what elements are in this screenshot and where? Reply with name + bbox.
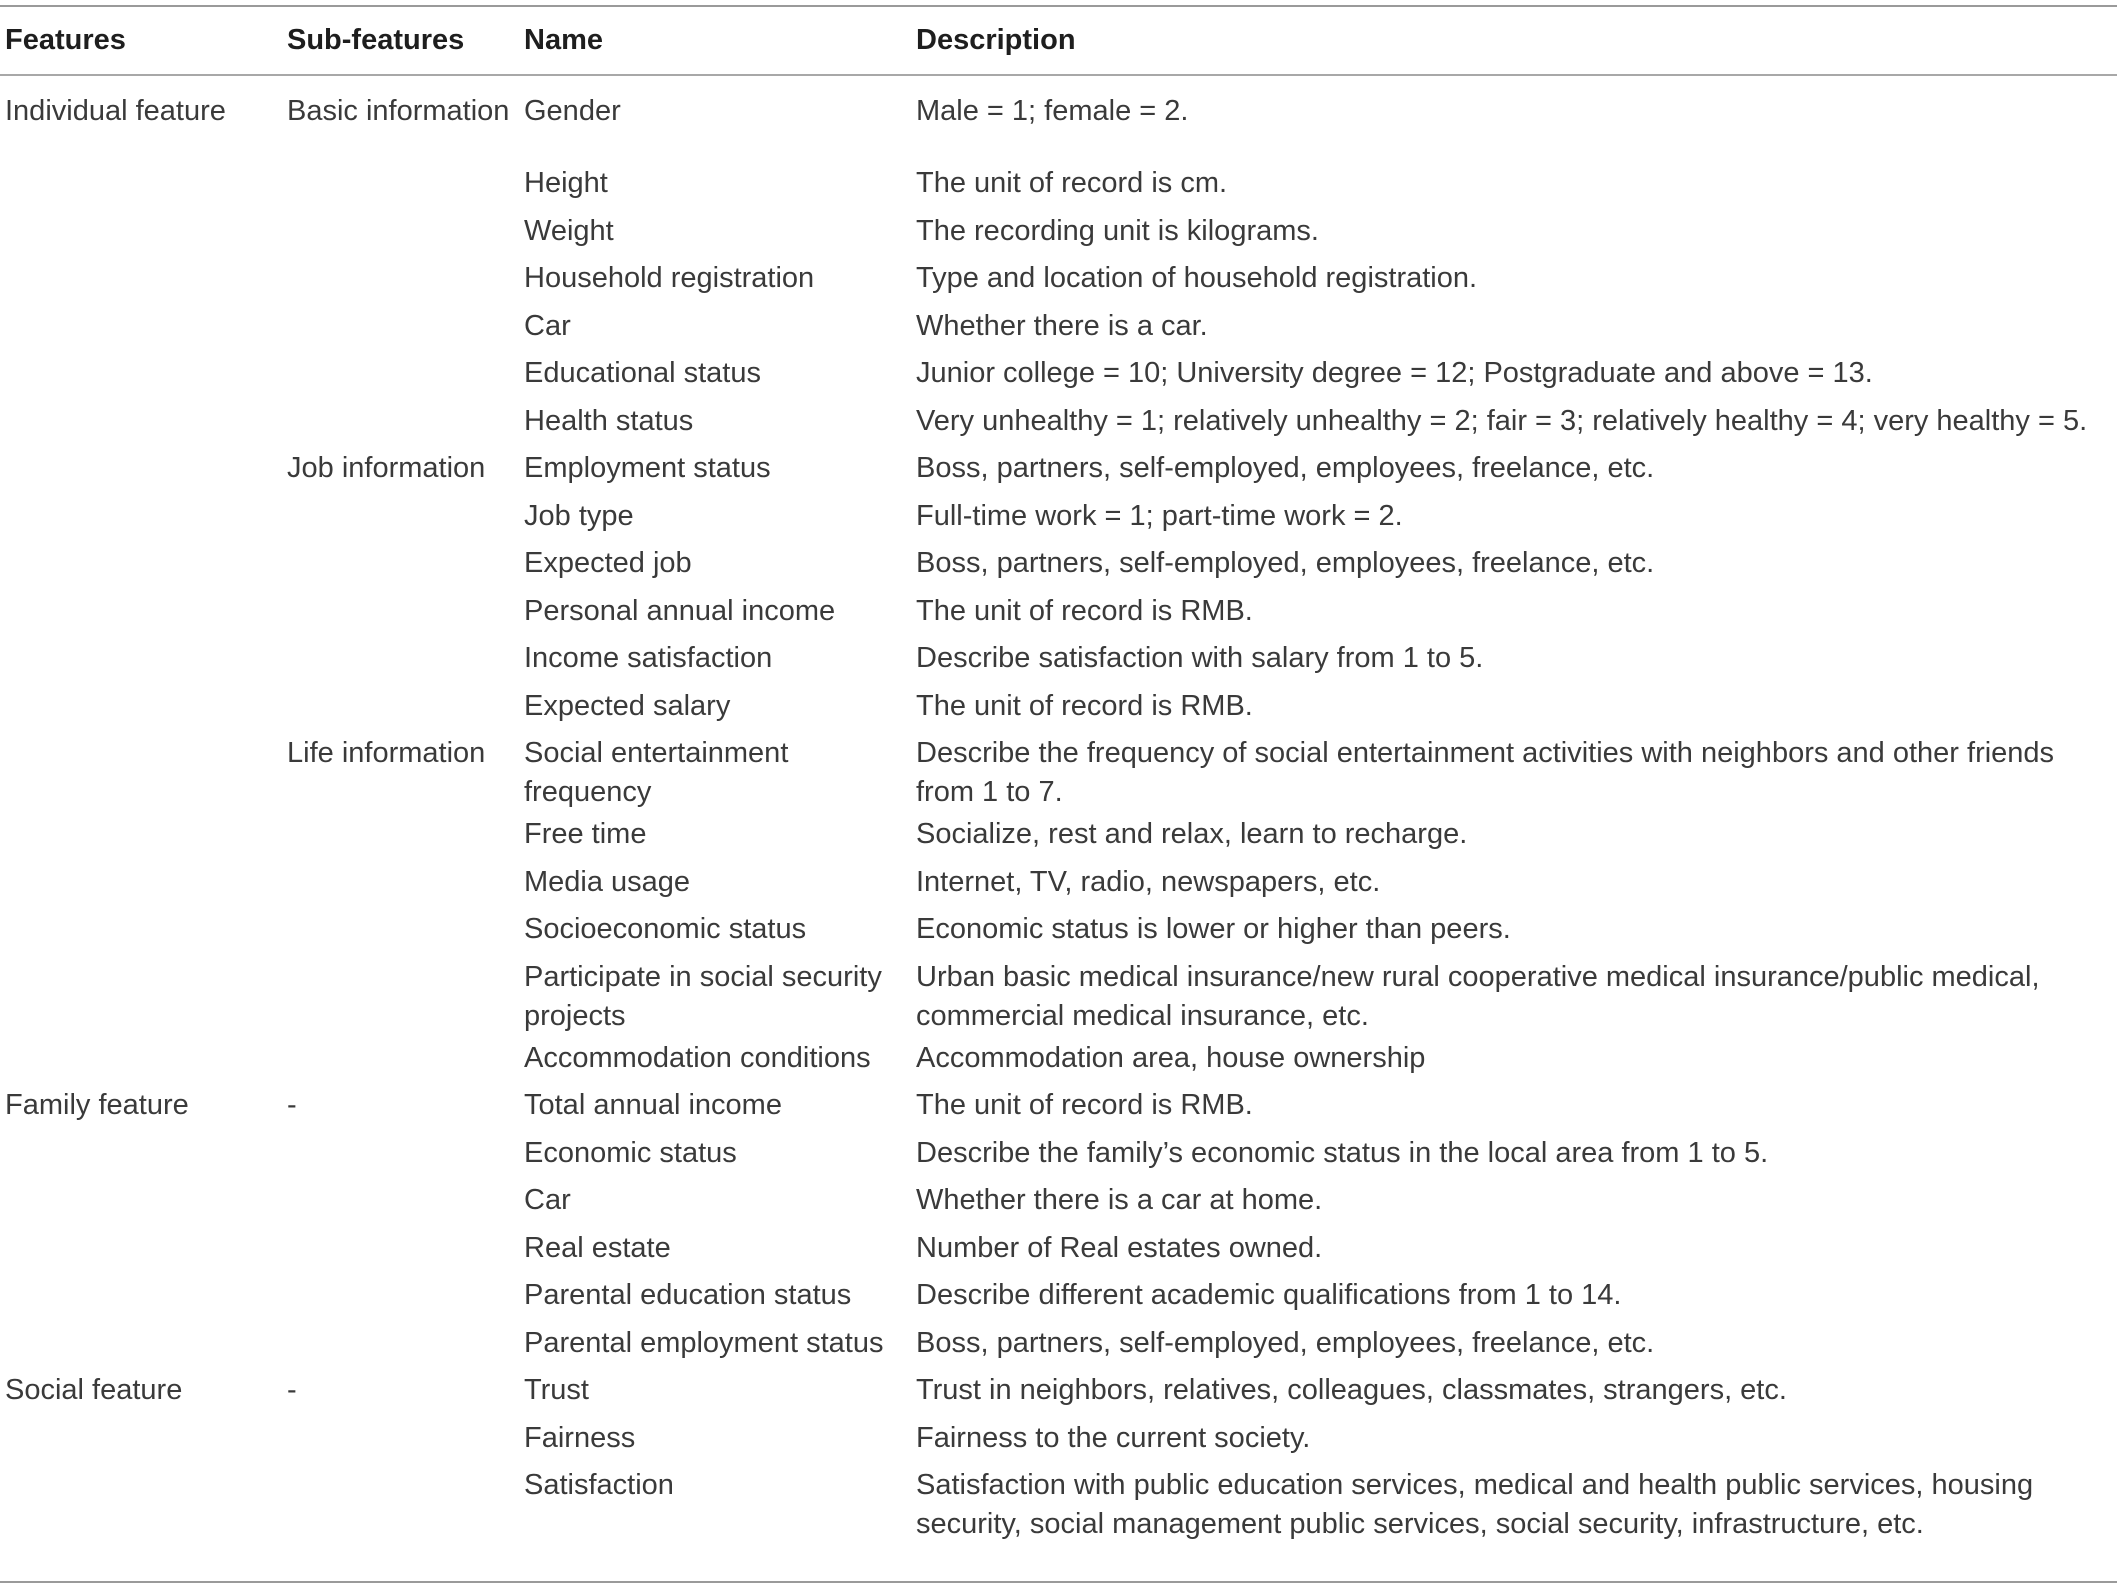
column-header-sub-features: Sub-features: [287, 23, 465, 56]
table-body: [0, 74, 2117, 1544]
cell-sub-feature: -: [287, 1089, 297, 1121]
cell-sub-feature: [287, 1463, 524, 1544]
cell-feature: [0, 955, 287, 1036]
cell-feature: [0, 351, 287, 399]
cell-sub-feature: [287, 860, 524, 908]
cell-name: Gender: [524, 95, 621, 127]
cell-name: Employment status: [524, 452, 771, 484]
cell-feature: [0, 1131, 287, 1179]
table-row: [0, 446, 2117, 494]
cell-sub-feature: [287, 589, 524, 637]
cell-name: Media usage: [524, 865, 691, 898]
cell-feature: [0, 541, 287, 589]
cell-feature: [0, 494, 287, 542]
cell-name: Expected job: [524, 547, 692, 579]
cell-description: The recording unit is kilograms.: [916, 214, 1319, 247]
table-row: [0, 731, 2117, 812]
cell-sub-feature: [287, 1273, 524, 1321]
cell-sub-feature: Life information: [287, 737, 486, 769]
cell-sub-feature: [287, 812, 524, 860]
cell-sub-feature: [287, 1321, 524, 1369]
cell-feature: [0, 1463, 287, 1544]
cell-sub-feature: [287, 955, 524, 1036]
cell-description: Male = 1; female = 2.: [916, 95, 1189, 127]
table-row: [0, 684, 2117, 732]
cell-description: Boss, partners, self-employed, employees, freelance, etc.: [916, 1326, 1655, 1359]
cell-sub-feature: [287, 494, 524, 542]
table-row: [0, 399, 2117, 447]
cell-sub-feature: [287, 161, 524, 209]
cell-feature: [0, 1226, 287, 1274]
cell-sub-feature: Job information: [287, 452, 486, 484]
cell-name: Income satisfaction: [524, 642, 773, 674]
cell-feature: [0, 907, 287, 955]
cell-sub-feature: -: [287, 1374, 297, 1406]
cell-name: Personal annual income: [524, 594, 836, 627]
cell-name: Educational status: [524, 357, 761, 389]
cell-name: Accommodation conditions: [524, 1041, 871, 1074]
bottom-rule: [0, 1581, 2117, 1583]
cell-description: Type and location of household registration.: [916, 262, 1478, 294]
cell-description: Describe the frequency of social entertainment activities with neighbors and other friends from 1 to 7.: [916, 737, 2055, 808]
table-row: [0, 1273, 2117, 1321]
cell-sub-feature: Basic information: [287, 95, 510, 127]
cell-description: Full-time work = 1; part-time work = 2.: [916, 499, 1403, 532]
cell-feature: [0, 1273, 287, 1321]
cell-description: The unit of record is cm.: [916, 167, 1228, 199]
cell-description: Describe the family’s economic status in the local area from 1 to 5.: [916, 1136, 1769, 1169]
cell-description: Internet, TV, radio, newspapers, etc.: [916, 865, 1381, 898]
cell-name: Household registration: [524, 262, 815, 294]
cell-sub-feature: [287, 256, 524, 304]
cell-name: Real estate: [524, 1231, 671, 1264]
cell-name: Socioeconomic status: [524, 913, 807, 945]
cell-feature: [0, 589, 287, 637]
cell-sub-feature: [287, 1131, 524, 1179]
cell-name: Total annual income: [524, 1089, 782, 1121]
cell-name: Height: [524, 167, 608, 199]
cell-feature: [0, 209, 287, 257]
table-row: [0, 1226, 2117, 1274]
cell-description: Urban basic medical insurance/new rural cooperative medical insurance/public medical, commercial medical insurance, etc.: [916, 960, 2040, 1032]
cell-description: Boss, partners, self-employed, employees, freelance, etc.: [916, 452, 1655, 484]
cell-feature: [0, 636, 287, 684]
column-header-features: Features: [5, 23, 126, 56]
cell-feature: [0, 731, 287, 812]
table-row: [0, 304, 2117, 352]
cell-name: Car: [524, 1184, 571, 1216]
cell-name: Economic status: [524, 1136, 737, 1169]
cell-description: Fairness to the current society.: [916, 1421, 1311, 1454]
cell-feature: Social feature: [5, 1374, 183, 1406]
cell-feature: [0, 684, 287, 732]
cell-feature: Individual feature: [5, 95, 226, 127]
table-row: [0, 1368, 2117, 1416]
table-row: [0, 1131, 2117, 1179]
table-row: [0, 1416, 2117, 1464]
cell-sub-feature: [287, 907, 524, 955]
cell-name: Weight: [524, 214, 614, 247]
table-row: [0, 955, 2117, 1036]
cell-feature: [0, 1036, 287, 1084]
cell-feature: [0, 812, 287, 860]
cell-sub-feature: [287, 399, 524, 447]
table-row: [0, 256, 2117, 304]
cell-description: The unit of record is RMB.: [916, 594, 1253, 627]
cell-sub-feature: [287, 1416, 524, 1464]
table-header-row: [0, 6, 2117, 74]
cell-description: The unit of record is RMB.: [916, 689, 1253, 722]
cell-description: Whether there is a car.: [916, 309, 1208, 342]
table-row: [0, 209, 2117, 257]
table-row: [0, 636, 2117, 684]
cell-sub-feature: [287, 1036, 524, 1084]
cell-sub-feature: [287, 541, 524, 589]
cell-description: The unit of record is RMB.: [916, 1089, 1253, 1121]
table-row: [0, 1463, 2117, 1544]
cell-sub-feature: [287, 1178, 524, 1226]
cell-description: Very unhealthy = 1; relatively unhealthy = 2; fair = 3; relatively healthy = 4; very healthy = 5.: [916, 404, 2088, 437]
cell-description: Satisfaction with public education services, medical and health public services, housing security, social management public services, social security, infrastructure, etc.: [916, 1469, 2034, 1540]
cell-sub-feature: [287, 304, 524, 352]
cell-feature: [0, 1178, 287, 1226]
cell-sub-feature: [287, 636, 524, 684]
cell-feature: [0, 1321, 287, 1369]
cell-sub-feature: [287, 209, 524, 257]
cell-name: Job type: [524, 499, 634, 532]
cell-name: Expected salary: [524, 689, 731, 722]
cell-description: Socialize, rest and relax, learn to recharge.: [916, 818, 1468, 850]
cell-description: Describe satisfaction with salary from 1 to 5.: [916, 642, 1484, 674]
cell-feature: Family feature: [5, 1089, 189, 1121]
feature-table: [0, 6, 2117, 1544]
table-row: [0, 1178, 2117, 1226]
cell-description: Economic status is lower or higher than peers.: [916, 913, 1511, 945]
cell-description: Junior college = 10; University degree = 12; Postgraduate and above = 13.: [916, 357, 1873, 389]
cell-name: Participate in social security projects: [524, 960, 882, 1032]
table-row: [0, 1083, 2117, 1131]
table-row: [0, 1036, 2117, 1084]
cell-feature: [0, 446, 287, 494]
cell-sub-feature: [287, 351, 524, 399]
table-row: [0, 589, 2117, 637]
table-row: [0, 74, 2117, 161]
cell-name: Car: [524, 309, 571, 342]
cell-description: Trust in neighbors, relatives, colleagues, classmates, strangers, etc.: [916, 1374, 1787, 1406]
cell-name: Free time: [524, 818, 647, 850]
cell-name: Parental education status: [524, 1279, 852, 1311]
cell-description: Whether there is a car at home.: [916, 1184, 1323, 1216]
cell-feature: [0, 1416, 287, 1464]
cell-description: Describe different academic qualifications from 1 to 14.: [916, 1279, 1622, 1311]
table-row: [0, 161, 2117, 209]
table-row: [0, 907, 2117, 955]
cell-name: Health status: [524, 404, 694, 437]
table-row: [0, 1321, 2117, 1369]
cell-description: Boss, partners, self-employed, employees, freelance, etc.: [916, 547, 1655, 579]
column-header-name: Name: [524, 23, 603, 56]
table-row: [0, 494, 2117, 542]
cell-name: Satisfaction: [524, 1469, 674, 1501]
cell-feature: [0, 304, 287, 352]
cell-name: Parental employment status: [524, 1326, 884, 1359]
cell-description: Number of Real estates owned.: [916, 1231, 1323, 1264]
cell-sub-feature: [287, 684, 524, 732]
cell-sub-feature: [287, 1226, 524, 1274]
cell-feature: [0, 399, 287, 447]
cell-name: Social entertainment frequency: [524, 737, 789, 808]
cell-description: Accommodation area, house ownership: [916, 1041, 1426, 1074]
table-row: [0, 812, 2117, 860]
table-row: [0, 351, 2117, 399]
cell-feature: [0, 860, 287, 908]
cell-feature: [0, 256, 287, 304]
cell-name: Fairness: [524, 1421, 636, 1454]
table-row: [0, 541, 2117, 589]
column-header-description: Description: [916, 23, 1076, 56]
cell-feature: [0, 161, 287, 209]
table-row: [0, 860, 2117, 908]
cell-name: Trust: [524, 1374, 589, 1406]
